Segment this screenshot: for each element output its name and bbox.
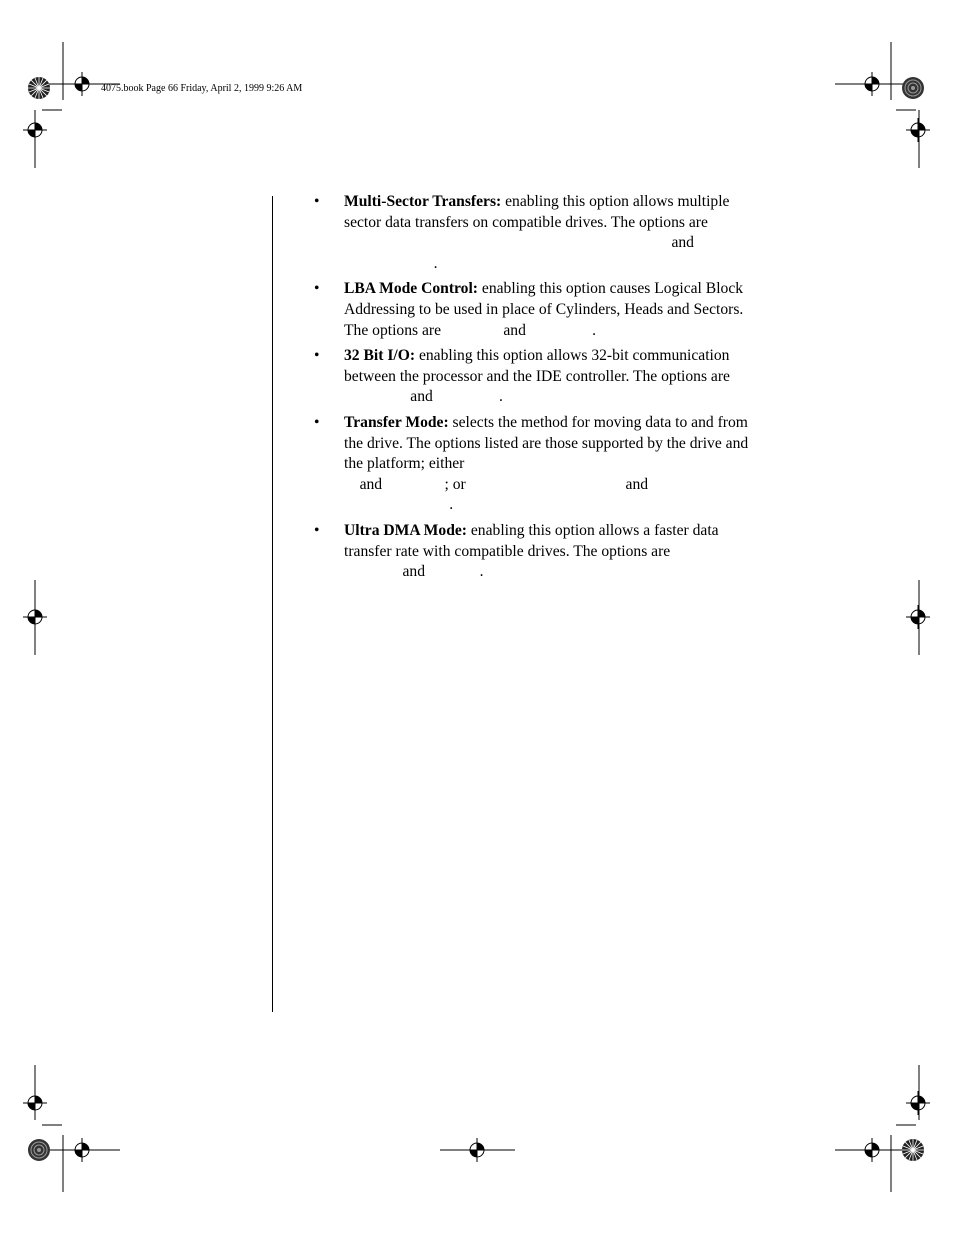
crosshair-icon <box>70 72 94 96</box>
bullet-item-lba-mode <box>314 279 766 341</box>
star-target-icon <box>902 1139 924 1161</box>
bullet-line: Transfer Mode: selects the method for moving data to and from <box>344 413 748 431</box>
crosshair-icon <box>70 1138 94 1162</box>
bullet-text <box>344 192 766 274</box>
bullet-line: and . <box>344 563 484 581</box>
bullet-line: sector data transfers on compatible drives. The options are <box>344 213 708 231</box>
bullet-list <box>314 192 766 588</box>
bullet-item-transfer-mode <box>314 413 766 516</box>
bullet-line: the drive. The options listed are those supported by the drive and <box>344 434 749 452</box>
bullet-term: Multi-Sector Transfers: <box>344 193 502 210</box>
bullet-line: LBA Mode Control: enabling this option causes Logical Block <box>344 280 744 298</box>
bullet-line: Addressing to be used in place of Cylinders, Heads and Sectors. <box>344 300 744 318</box>
bullet-icon: • <box>314 347 320 365</box>
bullet-line: and ; or and <box>344 475 649 493</box>
crosshair-icon <box>906 118 930 142</box>
bullet-line: and . <box>344 388 503 406</box>
bullet-item-multi-sector <box>314 192 766 274</box>
crosshair-icon <box>465 1138 489 1162</box>
circle-target-icon <box>28 1139 50 1161</box>
bullet-line: . <box>344 496 454 514</box>
bullet-term: 32 Bit I/O: <box>344 347 416 365</box>
bullet-term: Transfer Mode: <box>344 413 449 431</box>
bullet-text <box>344 413 766 516</box>
bullet-icon: • <box>314 413 320 431</box>
star-target-icon <box>28 77 50 99</box>
bullet-line: 32 Bit I/O: enabling this option allows 32-bit communication <box>344 347 730 365</box>
bullet-item-32bit-io <box>314 346 766 408</box>
bullet-line: Multi-Sector Transfers: enabling this option allows multiple <box>344 193 730 210</box>
bullet-term: Ultra DMA Mode: <box>344 521 467 539</box>
bullet-line: the platform; either <box>344 455 465 473</box>
bullet-line: between the processor and the IDE controller. The options are <box>344 367 730 385</box>
bullet-item-ultra-dma <box>314 521 766 583</box>
bullet-line: The options are and . <box>344 321 597 339</box>
circle-target-icon <box>902 77 924 99</box>
page-header: 4075.book Page 66 Friday, April 2, 1999 9:26 AM <box>101 83 303 94</box>
bullet-line: and <box>344 234 694 252</box>
bullet-text <box>344 521 766 583</box>
bullet-line: . <box>344 254 438 272</box>
crosshair-icon <box>906 1091 930 1115</box>
crosshair-icon <box>860 72 884 96</box>
bullet-icon: • <box>314 521 320 539</box>
crosshair-icon <box>23 1091 47 1115</box>
crosshair-icon <box>906 605 930 629</box>
bullet-line: Ultra DMA Mode: enabling this option allows a faster data <box>344 521 719 539</box>
bullet-icon: • <box>314 280 320 298</box>
crosshair-icon <box>23 605 47 629</box>
bullet-text <box>344 346 766 408</box>
bullet-icon: • <box>314 193 320 210</box>
crosshair-icon <box>23 118 47 142</box>
bullet-line: transfer rate with compatible drives. The options are <box>344 542 671 560</box>
bullet-term: LBA Mode Control: <box>344 280 478 298</box>
bullet-text <box>344 279 766 341</box>
crosshair-icon <box>860 1138 884 1162</box>
